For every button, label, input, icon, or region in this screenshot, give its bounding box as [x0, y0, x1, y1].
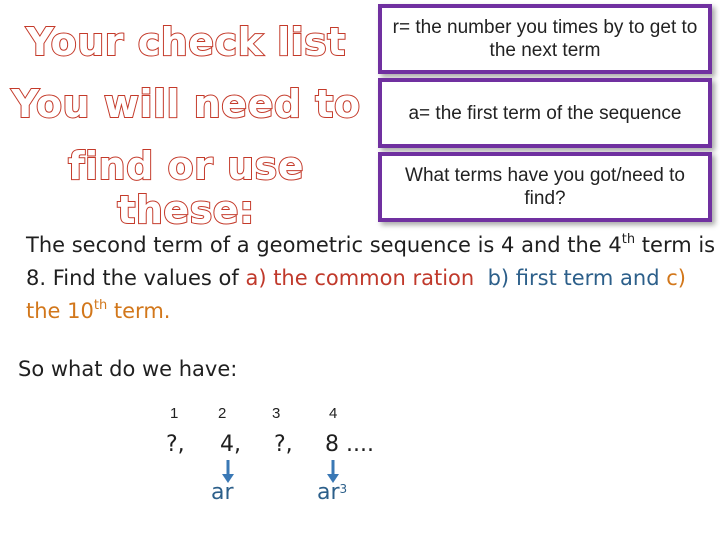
terms-question-box: [378, 152, 712, 222]
question-part-c1: c) the 10: [26, 266, 686, 323]
question-part2: term is 8. Find the values of: [26, 233, 716, 290]
question-part-b: b) first term and: [487, 266, 660, 290]
term-3: ?,: [274, 432, 293, 457]
term-4: 8 ....: [325, 432, 374, 457]
checklist-title-line3: find or use these:: [67, 144, 305, 232]
position-2: 2: [218, 405, 227, 422]
question-part1: The second term of a geometric sequence is 4 and the 4: [26, 233, 622, 257]
position-1: 1: [170, 405, 179, 422]
question-sup2: th: [93, 298, 108, 313]
terms-question-text: What terms have you got/need to find?: [405, 165, 685, 209]
a-definition-text: a= the first term of the sequence: [408, 102, 682, 124]
question-part-a: a) the common ration: [245, 266, 475, 290]
position-3: 3: [272, 405, 281, 422]
r-definition-box: [378, 4, 712, 74]
term-2: 4,: [220, 432, 241, 457]
position-4: 4: [329, 405, 338, 422]
expression-ar3-power: 3: [339, 482, 348, 496]
question-text: [26, 229, 716, 328]
expression-ar3-base: ar: [317, 480, 340, 505]
checklist-title-line2: You will need to: [11, 82, 361, 126]
expression-ar3: [317, 480, 347, 505]
expression-ar: ar: [211, 480, 234, 505]
r-definition-text: r= the number you times by to get to the next term: [392, 17, 698, 61]
have-label: So what do we have:: [18, 357, 238, 381]
question-part-c2: term.: [107, 299, 171, 323]
a-definition-box: [378, 78, 712, 148]
checklist-title-line1: Your check list: [26, 20, 346, 64]
term-1: ?,: [166, 432, 185, 457]
question-sup1: th: [621, 232, 636, 247]
